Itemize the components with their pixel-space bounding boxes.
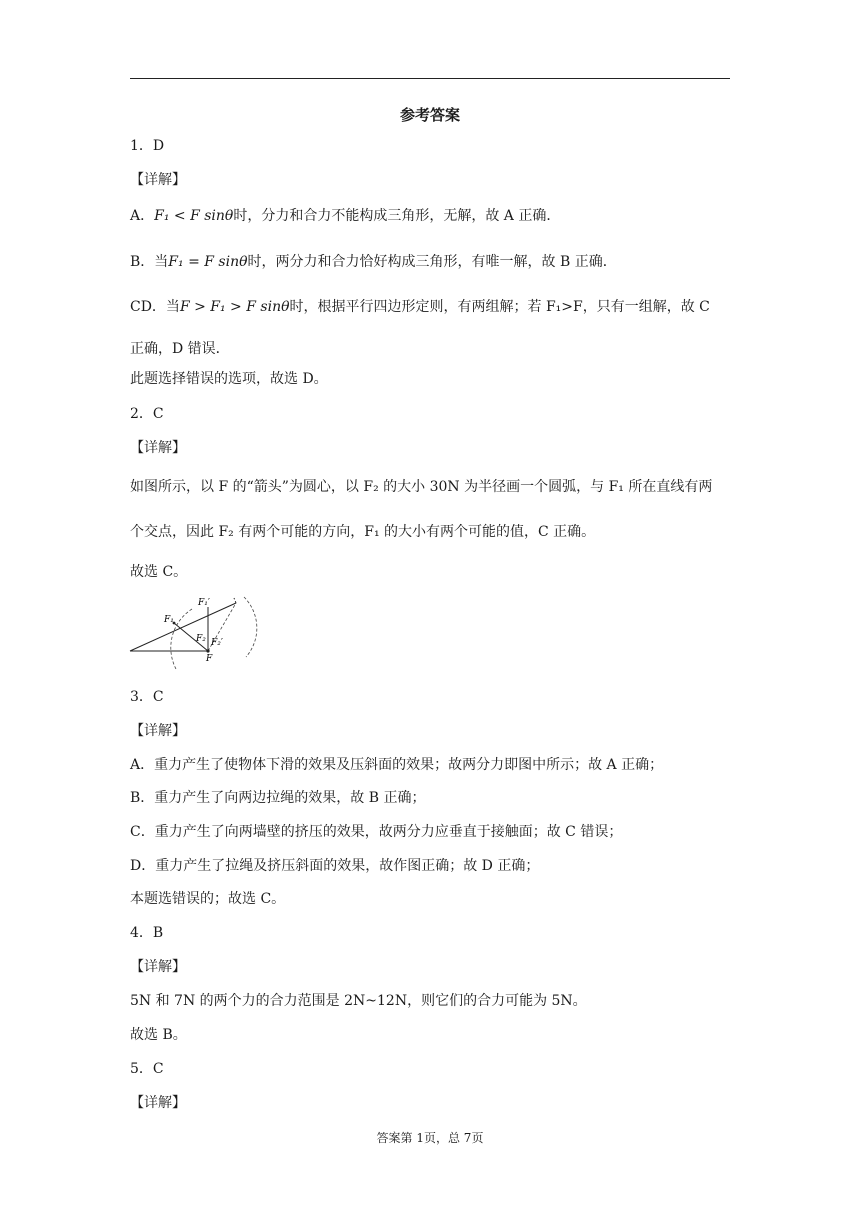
q3-option-a: A．重力产生了使物体下滑的效果及压斜面的效果；故两分力即图中所示；故 A 正确；: [130, 757, 664, 773]
q2-answer: 2．C: [130, 406, 164, 422]
q1-a-prefix: A．: [130, 208, 155, 224]
q4-conclusion: 故选 B。: [130, 1027, 187, 1043]
q2-text-line2: 个交点，因此 F₂ 有两个可能的方向，F₁ 的大小有两个可能的值，C 正确。: [130, 524, 596, 540]
arc-right: [244, 597, 257, 657]
q4-answer: 4．B: [130, 925, 164, 941]
q3-option-b: B．重力产生了向两边拉绳的效果，故 B 正确；: [130, 790, 426, 806]
q1-cd-prefix: CD．当: [130, 299, 180, 315]
q3-detail-label: 【详解】: [130, 723, 186, 739]
q3-answer: 3．C: [130, 689, 164, 705]
page-footer: 答案第 1页，总 7页: [376, 1131, 484, 1145]
q1-option-cd-continued: 正确，D 错误．: [130, 341, 230, 357]
q3-option-c: C．重力产生了向两墙壁的挤压的效果，故两分力应垂直于接触面；故 C 错误；: [130, 824, 623, 840]
q2-detail-label: 【详解】: [130, 440, 186, 456]
q3-conclusion: 本题选错误的；故选 C。: [130, 891, 286, 907]
label-f2: F₂: [196, 634, 206, 644]
q4-text: 5N 和 7N 的两个力的合力范围是 2N~12N，则它们的合力可能为 5N。: [130, 993, 587, 1009]
q1-detail-label: 【详解】: [130, 172, 186, 188]
q4-detail-label: 【详解】: [130, 959, 186, 975]
q1-cd-text: 时，根据平行四边形定则，有两组解；若 F₁>F，只有一组解，故 C: [289, 299, 710, 315]
q1-option-cd: [130, 297, 710, 317]
q1-conclusion: 此题选择错误的选项，故选 D。: [130, 371, 328, 387]
q5-detail-label: 【详解】: [130, 1095, 186, 1111]
label-f1: F₁: [164, 615, 174, 625]
q5-answer: 5．C: [130, 1061, 164, 1077]
q1-option-a: [130, 206, 560, 226]
q3-option-d: D．重力产生了拉绳及挤压斜面的效果，故作图正确；故 D 正确；: [130, 858, 540, 874]
header-rule: [130, 78, 730, 79]
label-f: F: [206, 654, 213, 664]
q2-text-line1: 如图所示，以 F 的“箭头”为圆心，以 F₂ 的大小 30N 为半径画一个圆弧，与 F₁ 所在直线有两: [130, 479, 713, 495]
q1-option-b: [130, 252, 617, 272]
label-f1-prime: F₁′: [198, 598, 210, 608]
f1-line-extension: [234, 598, 236, 603]
label-f2-prime: F₂′: [211, 638, 223, 648]
q1-b-math: F₁ = F sinθ: [168, 254, 248, 270]
page-title: 参考答案: [399, 106, 460, 124]
q1-a-math: F₁ < F sinθ: [154, 208, 234, 224]
force-decomposition-figure: [126, 595, 258, 673]
q1-b-prefix: B．当: [130, 254, 169, 270]
q1-a-text: 时，分力和合力不能构成三角形，无解，故 A 正确．: [233, 208, 561, 224]
q1-b-text: 时，两分力和合力恰好构成三角形，有唯一解，故 B 正确．: [247, 254, 617, 270]
arc-left: [171, 609, 192, 669]
q1-answer: 1．D: [130, 138, 165, 154]
q2-conclusion: 故选 C。: [130, 564, 188, 580]
q1-cd-math: F > F₁ > F sinθ: [179, 299, 290, 315]
f-point: [206, 649, 209, 652]
